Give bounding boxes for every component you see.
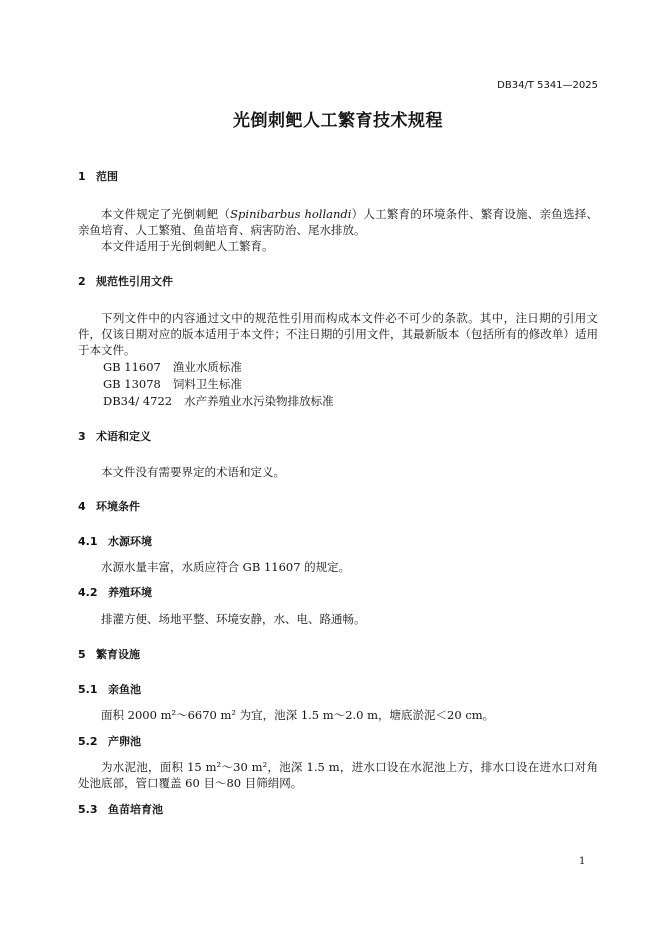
subsection-5-3-heading bbox=[78, 802, 163, 818]
reference-item bbox=[103, 359, 242, 375]
subsection-number: 5.2 bbox=[78, 735, 98, 748]
reference-item bbox=[103, 393, 334, 409]
scope-text-start: 本文件规定了光倒刺鲃（ bbox=[101, 207, 231, 221]
section-title: 范围 bbox=[96, 170, 118, 183]
subsection-title: 鱼苗培育池 bbox=[108, 803, 163, 816]
subsection-title: 养殖环境 bbox=[108, 586, 152, 599]
subsection-number: 5.1 bbox=[78, 683, 98, 696]
reference-code: DB34/ 4722 bbox=[103, 394, 173, 408]
subsection-4-1-heading bbox=[78, 534, 152, 550]
section-title: 繁育设施 bbox=[96, 648, 140, 661]
section-title: 环境条件 bbox=[96, 500, 140, 513]
reference-title: 饲料卫生标准 bbox=[172, 377, 242, 391]
section-3-heading bbox=[78, 429, 151, 445]
reference-item bbox=[103, 376, 242, 392]
section-1-heading bbox=[78, 169, 118, 185]
page-number: 1 bbox=[579, 856, 586, 867]
water-source-paragraph: 水源水量丰富，水质应符合 GB 11607 的规定。 bbox=[101, 560, 351, 574]
reference-title: 水产养殖业水污染物排放标准 bbox=[184, 394, 334, 408]
scope-text-end: ）人工繁育的环境条件、繁育设施、亲鱼选择、亲鱼培育、人工繁殖、鱼苗培育、病害防治、尾水排放。 bbox=[78, 207, 599, 237]
reference-code: GB 11607 bbox=[103, 360, 161, 374]
section-number: 1 bbox=[78, 170, 86, 183]
subsection-number: 4.1 bbox=[78, 535, 98, 548]
spawning-pond-paragraph: 为水泥池，面积 15 m²～30 m²，池深 1.5 m，进水口设在水泥池上方，排水口设在进水口对角处池底部，管口覆盖 60 目～80 目筛绢网。 bbox=[78, 760, 598, 790]
applicability-paragraph: 本文件适用于光倒刺鲃人工繁育。 bbox=[101, 239, 274, 253]
scope-paragraph bbox=[78, 206, 598, 238]
section-number: 5 bbox=[78, 648, 86, 661]
terms-paragraph: 本文件没有需要界定的术语和定义。 bbox=[101, 465, 285, 479]
species-latin-name: Spinibarbus hollandi bbox=[230, 207, 352, 221]
subsection-5-2-heading bbox=[78, 734, 141, 750]
section-4-heading bbox=[78, 499, 140, 515]
section-title: 规范性引用文件 bbox=[96, 275, 173, 288]
subsection-number: 5.3 bbox=[78, 803, 98, 816]
subsection-4-2-heading bbox=[78, 585, 152, 601]
section-title: 术语和定义 bbox=[96, 430, 151, 443]
reference-title: 渔业水质标准 bbox=[172, 360, 242, 374]
subsection-title: 亲鱼池 bbox=[108, 683, 141, 696]
subsection-5-1-heading bbox=[78, 682, 141, 698]
section-number: 2 bbox=[78, 275, 86, 288]
section-5-heading bbox=[78, 647, 140, 663]
references-intro-paragraph: 下列文件中的内容通过文中的规范性引用而构成本文件必不可少的条款。其中，注日期的引用文件，仅该日期对应的版本适用于本文件；不注日期的引用文件，其最新版本（包括所有的修改单）适用于本文件。 bbox=[78, 311, 598, 357]
standard-number: DB34/T 5341—2025 bbox=[497, 80, 598, 91]
section-number: 3 bbox=[78, 430, 86, 443]
section-2-heading bbox=[78, 274, 173, 290]
subsection-title: 产卵池 bbox=[108, 735, 141, 748]
farming-environment-paragraph: 排灌方便、场地平整、环境安静，水、电、路通畅。 bbox=[101, 612, 366, 626]
subsection-number: 4.2 bbox=[78, 586, 98, 599]
broodstock-pond-paragraph: 面积 2000 m²～6670 m² 为宜，池深 1.5 m～2.0 m，塘底淤泥＜20 cm。 bbox=[101, 708, 495, 722]
section-number: 4 bbox=[78, 500, 86, 513]
subsection-title: 水源环境 bbox=[108, 535, 152, 548]
reference-code: GB 13078 bbox=[103, 377, 161, 391]
document-title: 光倒刺鲃人工繁育技术规程 bbox=[233, 111, 443, 131]
